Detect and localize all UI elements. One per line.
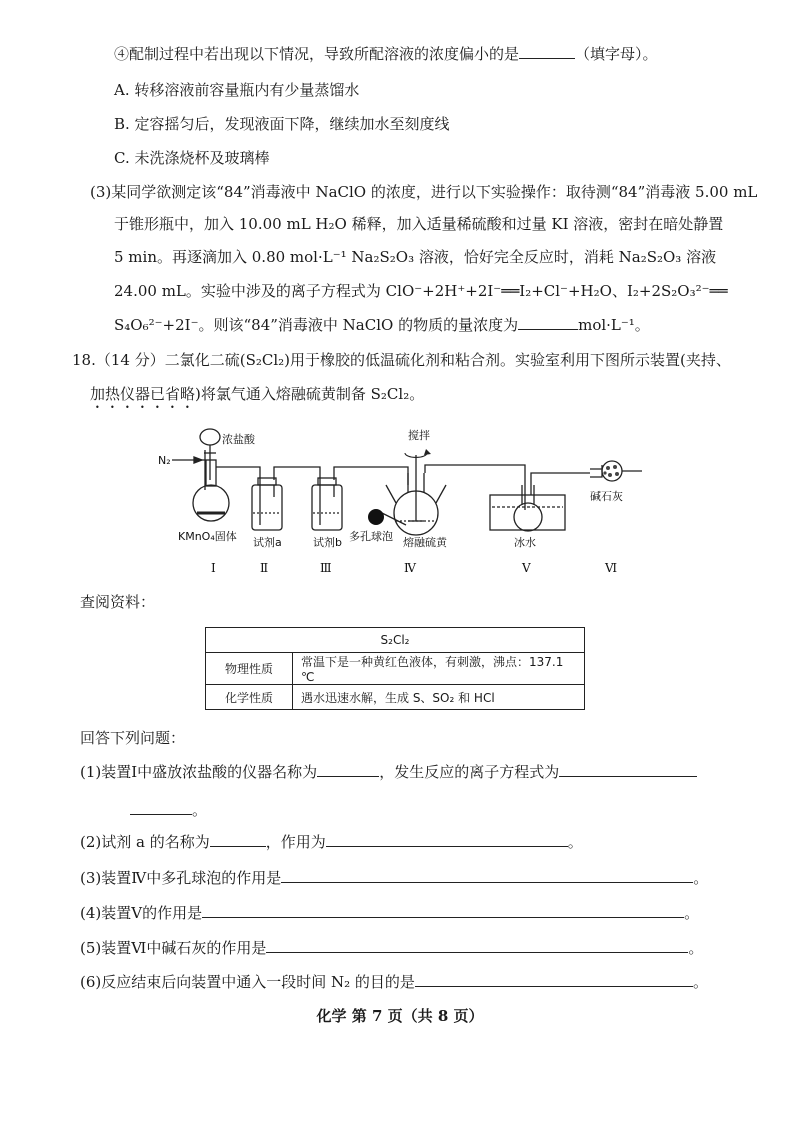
label-v: Ⅴ [522, 561, 531, 575]
dropping-funnel [200, 429, 220, 445]
q18-4 [80, 903, 699, 923]
answers-intro: 回答下列问题： [80, 729, 186, 747]
drying-tube-joint [590, 465, 602, 477]
q18-5 [80, 938, 703, 958]
q4-answer-blank[interactable] [519, 58, 575, 59]
q3-line-2: 于锥形瓶中，加入 10.00 mL H₂O 稀释，加入适量稀硫酸和过量 KI 溶液，密封在暗处静置 [114, 215, 724, 233]
q18-5-blank[interactable] [266, 952, 688, 953]
q4-stem-suffix: （填字母）。 [575, 45, 658, 63]
q18-2-text-b: ，作用为 [265, 833, 326, 851]
physical-property-value: 常温下是一种黄红色液体，有刺激，沸点：137.1 ℃ [293, 653, 585, 685]
q18-1-text: (1)装置Ⅰ中盛放浓盐酸的仪器名称为 [80, 763, 318, 781]
q18-3-blank[interactable] [281, 882, 693, 883]
tube-iii-iv [334, 467, 408, 485]
q3-line-1: (3)某同学欲测定该“84”消毒液中 NaClO 的浓度，进行以下实验操作：取待测“84”消毒液 5.00 mL [90, 183, 758, 201]
label-ii: Ⅱ [260, 561, 269, 575]
tube-v-vi [531, 473, 590, 495]
label-iv: Ⅳ [404, 561, 416, 575]
q18-stem-rest: )将氯气通入熔融硫黄制备 S₂Cl₂。 [195, 385, 425, 403]
q18-2-blank-purpose[interactable] [326, 846, 568, 847]
side-neck [386, 485, 396, 503]
q3-line-3: 5 min。再逐滴加入 0.80 mol·L⁻¹ Na₂S₂O₃ 溶液，恰好完全反应时，消耗 Na₂S₂O₃ 溶液 [114, 248, 717, 266]
q18-1-blank-equation-cont[interactable] [130, 814, 192, 815]
porous-bulb-label: 多孔球泡 [349, 530, 393, 543]
table-row [206, 685, 585, 710]
q4-option-c: C. 未洗涤烧杯及玻璃棒 [114, 149, 270, 167]
apparatus-diagram [150, 425, 650, 575]
q18-6 [80, 972, 708, 992]
reference-label: 查阅资料： [80, 593, 156, 611]
q3-unit: mol·L⁻¹。 [578, 316, 650, 334]
porous-bulb [368, 509, 384, 525]
q18-6-blank[interactable] [415, 986, 693, 987]
molten-sulfur-label: 熔融硫黄 [403, 536, 447, 549]
chemical-property-value: 遇水迅速水解，生成 S、SO₂ 和 HCl [293, 685, 585, 710]
ice-water-label: 冰水 [514, 536, 536, 549]
table-row [206, 653, 585, 685]
s2cl2-property-table [205, 627, 585, 710]
soda-lime-granules [603, 465, 619, 477]
q18-3-text: (3)装置Ⅳ中多孔球泡的作用是 [80, 869, 282, 887]
reagent-a-label: 试剂a [253, 536, 282, 549]
q18-2 [80, 832, 583, 852]
tube-ii-iii [274, 467, 320, 485]
tube-i-ii [216, 467, 260, 485]
bottle-iii [312, 485, 342, 530]
kmno4-label: KMnO₄固体 [178, 530, 237, 543]
q18-4-end: 。 [684, 904, 700, 922]
q18-1-text-b: ，发生反应的离子方程式为 [379, 763, 560, 781]
tube-iv-v [425, 465, 525, 510]
q4-stem [114, 44, 658, 64]
q18-2-blank-name[interactable] [210, 846, 266, 847]
page-footer: 化学 第 7 页（共 8 页） [316, 1007, 484, 1025]
label-i: Ⅰ [211, 561, 216, 575]
physical-property-key: 物理性质 [206, 653, 293, 685]
q3-line-5-text: S₄O₆²⁻+2I⁻。则该“84”消毒液中 NaClO 的物质的量浓度为 [114, 316, 519, 334]
q3-line-5 [114, 315, 650, 335]
q18-2-end: 。 [567, 833, 583, 851]
q4-stem-text: ④配制过程中若出现以下情况，导致所配溶液的浓度偏小的是 [114, 45, 520, 63]
stir-label: 搅拌 [408, 429, 430, 442]
q3-line-4: 24.00 mL。实验中涉及的离子方程式为 ClO⁻+2H⁺+2I⁻══I₂+Cl⁻+H₂O、I₂+2S₂O₃²⁻══ [114, 282, 728, 300]
n2-arrow [194, 457, 202, 463]
q18-1-blank-name[interactable] [317, 776, 379, 777]
drying-tube-vi [602, 461, 622, 481]
q18-stem-line-1: 18.（14 分）二氯化二硫(S₂Cl₂)用于橡胶的低温硫化剂和粘合剂。实验室利用下图所示装置(夹持、 [72, 351, 731, 369]
q18-3-end: 。 [693, 869, 709, 887]
chemical-property-key: 化学性质 [206, 685, 293, 710]
q18-5-text: (5)装置Ⅵ中碱石灰的作用是 [80, 939, 267, 957]
q18-6-end: 。 [692, 973, 708, 991]
q3-answer-blank[interactable] [518, 329, 578, 330]
q4-option-a: A. 转移溶液前容量瓶内有少量蒸馏水 [114, 81, 360, 99]
table-row [206, 628, 585, 653]
label-iii: Ⅲ [320, 561, 332, 575]
q18-1-cont [130, 800, 207, 820]
flask-neck [206, 460, 216, 486]
q18-4-text: (4)装置Ⅴ的作用是 [80, 904, 203, 922]
table-header: S₂Cl₂ [206, 628, 585, 653]
n2-label: N₂ [158, 454, 171, 467]
flask-i [193, 485, 229, 521]
reagent-b-label: 试剂b [313, 536, 342, 549]
label-vi: Ⅵ [605, 561, 618, 575]
soda-lime-label: 碱石灰 [590, 490, 623, 503]
q18-1-end: 。 [192, 801, 208, 819]
q18-1 [80, 762, 697, 782]
q4-option-b: B. 定容摇匀后，发现液面下降，继续加水至刻度线 [114, 115, 450, 133]
bottle-ii [252, 485, 282, 530]
ice-water-trough [490, 495, 565, 530]
q18-6-text: (6)反应结束后向装置中通入一段时间 N₂ 的目的是 [80, 973, 415, 991]
q18-5-end: 。 [688, 939, 704, 957]
q18-4-blank[interactable] [202, 917, 684, 918]
q18-3 [80, 868, 708, 888]
hcl-label: 浓盐酸 [222, 433, 255, 446]
q18-2-text: (2)试剂 a 的名称为 [80, 833, 210, 851]
q18-1-blank-equation[interactable] [559, 776, 697, 777]
q18-emphasis: 加热仪器已省略 [90, 385, 196, 403]
q18-stem-line-2 [90, 384, 424, 412]
